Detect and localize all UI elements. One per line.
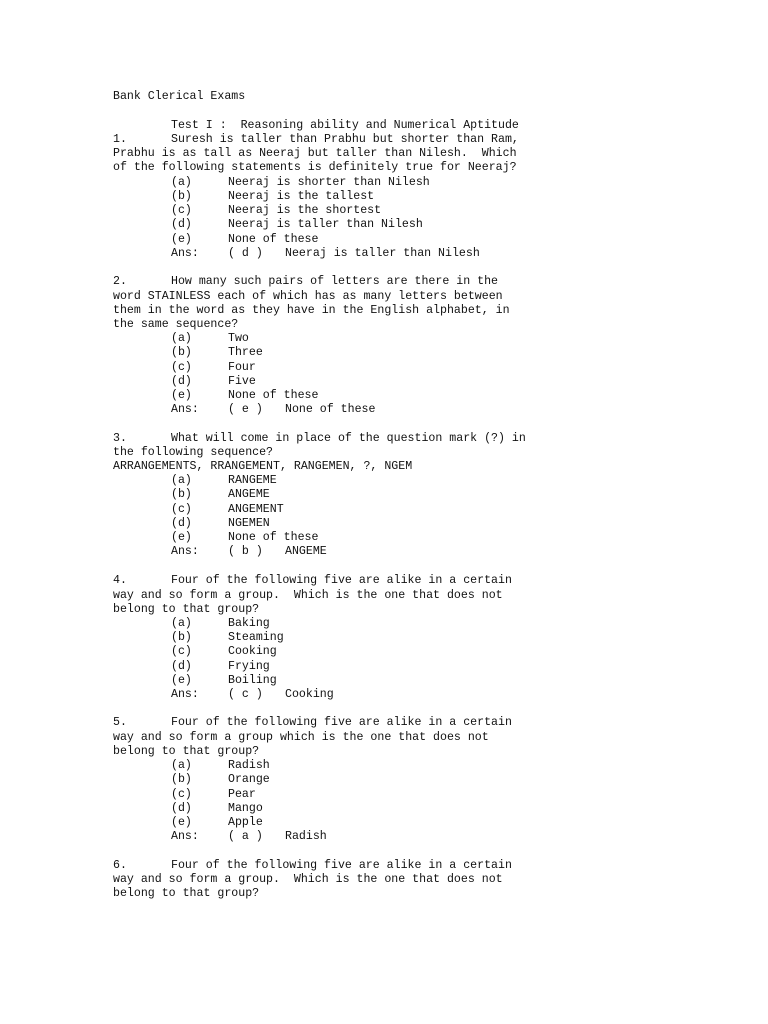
option-text: Three — [228, 346, 263, 359]
question-number: 1. — [113, 133, 127, 146]
option-label: (d) — [171, 218, 192, 231]
question-text-line: them in the word as they have in the English alphabet, in — [113, 304, 510, 317]
option-label: (e) — [171, 531, 192, 544]
answer-key: ( e ) — [228, 403, 263, 416]
question-number: 5. — [113, 716, 127, 729]
option-text: None of these — [228, 233, 319, 246]
option-text: Boiling — [228, 674, 277, 687]
option-label: (e) — [171, 674, 192, 687]
question-text-line: What will come in place of the question mark (?) in — [171, 432, 526, 445]
option-text: Four — [228, 361, 256, 374]
option-label: (a) — [171, 617, 192, 630]
option-label: (c) — [171, 361, 192, 374]
answer-text: Radish — [285, 830, 327, 843]
answer-text: ANGEME — [285, 545, 327, 558]
option-text: Neeraj is taller than Nilesh — [228, 218, 423, 231]
answer-key: ( a ) — [228, 830, 263, 843]
answer-text: Cooking — [285, 688, 334, 701]
option-label: (a) — [171, 474, 192, 487]
question-text-line: Four of the following five are alike in a certain — [171, 859, 512, 872]
question-text-line: way and so form a group. Which is the one that does not — [113, 589, 503, 602]
option-text: Pear — [228, 788, 256, 801]
option-text: Neeraj is shorter than Nilesh — [228, 176, 430, 189]
option-text: Apple — [228, 816, 263, 829]
option-label: (b) — [171, 346, 192, 359]
question-text-line: the same sequence? — [113, 318, 239, 331]
option-text: Radish — [228, 759, 270, 772]
option-text: Frying — [228, 660, 270, 673]
option-label: (d) — [171, 660, 192, 673]
option-label: (d) — [171, 375, 192, 388]
option-label: (c) — [171, 788, 192, 801]
answer-label: Ans: — [171, 830, 199, 843]
question-text-line: Prabhu is as tall as Neeraj but taller than Nilesh. Which — [113, 147, 517, 160]
option-text: RANGEME — [228, 474, 277, 487]
option-text: Mango — [228, 802, 263, 815]
question-text-line: way and so form a group. Which is the one that does not — [113, 873, 503, 886]
option-label: (d) — [171, 802, 192, 815]
question-text-line: How many such pairs of letters are there in the — [171, 275, 498, 288]
option-label: (b) — [171, 773, 192, 786]
option-label: (a) — [171, 176, 192, 189]
question-text-line: of the following statements is definitely true for Neeraj? — [113, 161, 517, 174]
question-text-line: belong to that group? — [113, 745, 260, 758]
option-label: (c) — [171, 645, 192, 658]
option-text: Neeraj is the shortest — [228, 204, 382, 217]
question-text-line: the following sequence? — [113, 446, 274, 459]
question-text-line: word STAINLESS each of which has as many letters between — [113, 290, 503, 303]
option-label: (b) — [171, 488, 192, 501]
answer-label: Ans: — [171, 247, 199, 260]
document-title: Bank Clerical Exams — [113, 90, 246, 103]
option-label: (e) — [171, 816, 192, 829]
question-text-line: Suresh is taller than Prabhu but shorter than Ram, — [171, 133, 519, 146]
option-label: (c) — [171, 503, 192, 516]
option-label: (b) — [171, 190, 192, 203]
option-text: None of these — [228, 531, 319, 544]
test-title: Test I : Reasoning ability and Numerical Aptitude — [171, 119, 519, 132]
option-text: Neeraj is the tallest — [228, 190, 375, 203]
question-number: 4. — [113, 574, 127, 587]
option-label: (e) — [171, 233, 192, 246]
answer-key: ( c ) — [228, 688, 263, 701]
option-label: (c) — [171, 204, 192, 217]
answer-label: Ans: — [171, 688, 199, 701]
option-text: None of these — [228, 389, 319, 402]
question-text-line: belong to that group? — [113, 603, 260, 616]
answer-label: Ans: — [171, 545, 199, 558]
question-text-line: Four of the following five are alike in a certain — [171, 574, 512, 587]
question-number: 6. — [113, 859, 127, 872]
question-number: 3. — [113, 432, 127, 445]
option-label: (a) — [171, 332, 192, 345]
answer-text: Neeraj is taller than Nilesh — [285, 247, 480, 260]
option-label: (a) — [171, 759, 192, 772]
answer-key: ( d ) — [228, 247, 263, 260]
option-label: (d) — [171, 517, 192, 530]
answer-text: None of these — [285, 403, 376, 416]
answer-label: Ans: — [171, 403, 199, 416]
option-text: Orange — [228, 773, 270, 786]
option-text: ANGEMENT — [228, 503, 284, 516]
question-text-line: way and so form a group which is the one that does not — [113, 731, 489, 744]
option-text: Baking — [228, 617, 270, 630]
option-text: ANGEME — [228, 488, 270, 501]
option-text: NGEMEN — [228, 517, 270, 530]
option-text: Two — [228, 332, 249, 345]
question-text-line: belong to that group? — [113, 887, 260, 900]
option-text: Cooking — [228, 645, 277, 658]
question-number: 2. — [113, 275, 127, 288]
option-text: Five — [228, 375, 256, 388]
option-label: (b) — [171, 631, 192, 644]
question-text-line: ARRANGEMENTS, RRANGEMENT, RANGEMEN, ?, NGEM — [113, 460, 413, 473]
option-label: (e) — [171, 389, 192, 402]
question-text-line: Four of the following five are alike in a certain — [171, 716, 512, 729]
answer-key: ( b ) — [228, 545, 263, 558]
option-text: Steaming — [228, 631, 284, 644]
